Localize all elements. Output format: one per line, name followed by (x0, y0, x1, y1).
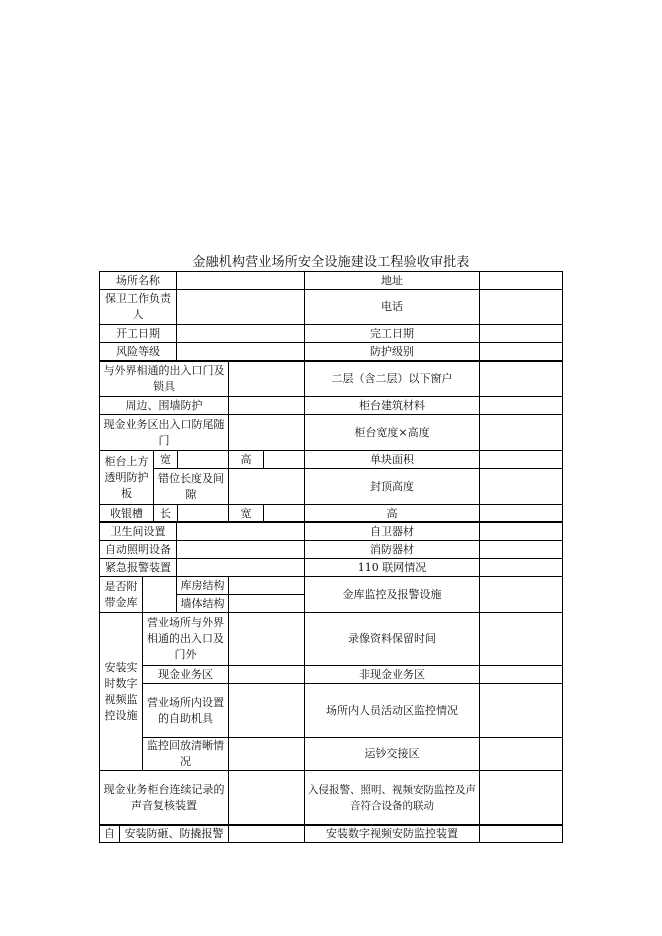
label-vault-monitoring: 金库监控及报警设施 (304, 576, 480, 613)
value-gap-length[interactable] (228, 468, 305, 505)
label-emergency-lighting: 自动照明设备 (99, 540, 177, 559)
value-net-110[interactable] (479, 558, 563, 577)
label-width: 宽 (153, 450, 178, 469)
value-cash-area[interactable] (228, 665, 305, 684)
label-second-floor-windows: 二层（含二层）以下窗户 (304, 361, 480, 397)
label-exterior-doors: 与外界相通的出入口门及锁具 (99, 361, 229, 397)
value-sealing-height[interactable] (479, 468, 563, 505)
label-perimeter-walls: 周边、围墙防护 (99, 396, 229, 415)
label-counter-material: 柜台建筑材料 (304, 396, 480, 415)
label-personnel-monitoring: 场所内人员活动区监控情况 (304, 683, 480, 738)
label-vault-attached: 是否附带金库 (99, 576, 143, 613)
label-non-cash-area: 非现金业务区 (304, 665, 480, 684)
label-protection-level: 防护级别 (304, 342, 480, 361)
value-vault-structure[interactable] (228, 576, 305, 595)
label-length: 长 (153, 504, 178, 523)
value-digital-video-device[interactable] (479, 825, 563, 843)
value-anti-smash-alarm[interactable] (228, 825, 305, 843)
label-cash-area-doors: 现金业务区出入口防尾随门 (99, 414, 229, 451)
label-net-110: 110 联网情况 (304, 558, 480, 577)
value-vault-attached[interactable] (142, 576, 177, 613)
label-width2: 宽 (228, 504, 264, 523)
label-counter-width-height: 柜台宽度×高度 (304, 414, 480, 451)
value-self-defense[interactable] (479, 522, 563, 541)
value-cash-area-doors[interactable] (228, 414, 305, 451)
value-vault-monitoring[interactable] (479, 576, 563, 613)
label-self-char: 自 (99, 825, 120, 843)
value-audio-recording[interactable] (228, 770, 305, 825)
value-completion-date[interactable] (479, 324, 563, 343)
label-digital-video-device: 安装数字视频安防监控装置 (304, 825, 480, 843)
value-entrance-exterior[interactable] (228, 612, 305, 666)
form-title: 金融机构营业场所安全设施建设工程验收审批表 (192, 255, 470, 270)
label-venue-name: 场所名称 (99, 271, 177, 290)
label-sealing-height: 封顶高度 (304, 468, 480, 505)
label-retention-time: 录像资料保留时间 (304, 612, 480, 666)
value-phone[interactable] (479, 289, 563, 325)
label-gap-length: 错位长度及间隙 (153, 468, 229, 505)
label-self-service: 营业场所内设置的自助机具 (142, 683, 229, 738)
label-wall-structure: 墙体结构 (176, 594, 229, 613)
label-playback-clarity: 监控回放清晰情况 (142, 737, 229, 771)
value-protection-level[interactable] (479, 342, 563, 361)
value-counter-width-height[interactable] (479, 414, 563, 451)
value-perimeter-walls[interactable] (228, 396, 305, 415)
value-single-panel-area[interactable] (479, 450, 563, 469)
label-security-head: 保卫工作负责人 (99, 289, 177, 325)
label-linkage: 入侵报警、照明、视频安防监控及声音符合设备的联动 (304, 770, 480, 825)
value-exterior-doors[interactable] (228, 361, 305, 397)
label-entrance-exterior: 营业场所与外界相通的出入口及门外 (142, 612, 229, 666)
label-anti-smash-alarm: 安装防砸、防撬报警 (119, 825, 229, 843)
value-address[interactable] (479, 271, 563, 290)
value-emergency-alarm[interactable] (176, 558, 305, 577)
label-completion-date: 完工日期 (304, 324, 480, 343)
label-single-panel-area: 单块面积 (304, 450, 480, 469)
value-security-head[interactable] (176, 289, 305, 325)
value-personnel-monitoring[interactable] (479, 683, 563, 738)
label-start-date: 开工日期 (99, 324, 177, 343)
label-emergency-alarm: 紧急报警装置 (99, 558, 177, 577)
value-retention-time[interactable] (479, 612, 563, 666)
value-risk-level[interactable] (176, 342, 305, 361)
value-wall-structure[interactable] (228, 594, 305, 613)
label-cash-tray: 收银槽 (99, 504, 154, 523)
label-vault-structure: 库房结构 (176, 576, 229, 595)
value-venue-name[interactable] (176, 271, 305, 290)
label-height: 高 (228, 450, 264, 469)
value-width[interactable] (177, 450, 229, 469)
label-cash-handover: 运钞交接区 (304, 737, 480, 771)
value-cash-handover[interactable] (479, 737, 563, 771)
label-height2: 高 (304, 504, 480, 523)
label-counter-transparent-guard: 柜台上方透明防护板 (99, 450, 154, 505)
value-playback-clarity[interactable] (228, 737, 305, 771)
value-second-floor-windows[interactable] (479, 361, 563, 397)
value-restroom[interactable] (176, 522, 305, 541)
label-risk-level: 风险等级 (99, 342, 177, 361)
value-emergency-lighting[interactable] (176, 540, 305, 559)
value-height[interactable] (263, 450, 305, 469)
value-self-service[interactable] (228, 683, 305, 738)
value-fire-equipment[interactable] (479, 540, 563, 559)
label-realtime-video: 安装实时数字视频监控设施 (99, 612, 143, 771)
label-phone: 电话 (304, 289, 480, 325)
label-fire-equipment: 消防器材 (304, 540, 480, 559)
value-linkage[interactable] (479, 770, 563, 825)
label-cash-area: 现金业务区 (142, 665, 229, 684)
value-start-date[interactable] (176, 324, 305, 343)
value-non-cash-area[interactable] (479, 665, 563, 684)
label-self-defense: 自卫器材 (304, 522, 480, 541)
label-restroom: 卫生间设置 (99, 522, 177, 541)
value-counter-material[interactable] (479, 396, 563, 415)
label-audio-recording: 现金业务柜台连续记录的声音复核装置 (99, 770, 229, 825)
label-address: 地址 (304, 271, 480, 290)
